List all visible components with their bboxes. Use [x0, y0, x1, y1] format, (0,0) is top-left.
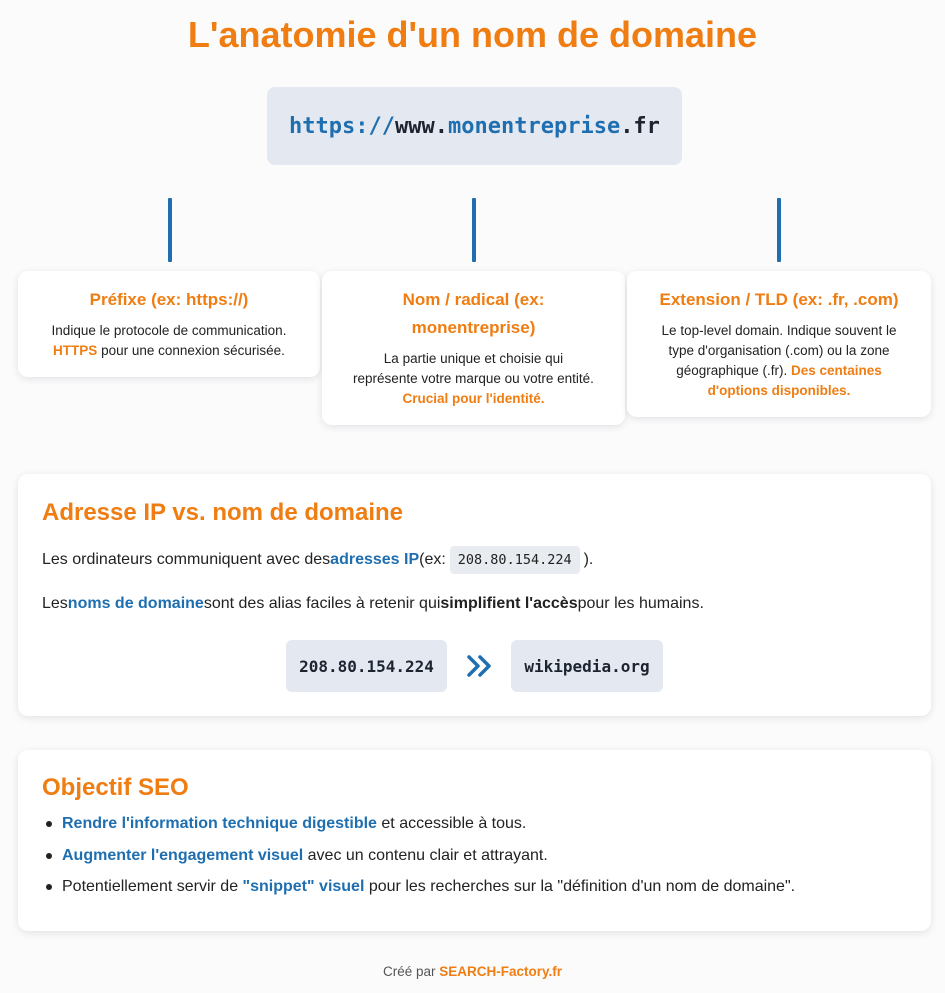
card-title: Préfixe (ex: https://) [89, 290, 249, 309]
footer-brand-link[interactable]: SEARCH-Factory.fr [439, 964, 563, 979]
bullet-icon [46, 821, 52, 827]
paragraph-domain: Les noms de domaine sont des alias faciles à retenir qui simplifient l'accès pour les humains. [42, 595, 704, 612]
connector-line [777, 198, 781, 262]
url-tld: .fr [620, 113, 660, 139]
section-heading: Objectif SEO [42, 774, 189, 801]
ip-vs-domain-section [18, 474, 931, 716]
card-title: Nom / radical (ex: monentreprise) [402, 290, 545, 337]
connector-line [472, 198, 476, 262]
section-heading: Adresse IP vs. nom de domaine [42, 499, 404, 526]
domain-chip: wikipedia.org [511, 640, 663, 692]
footer: Créé par SEARCH-Factory.fr [382, 964, 563, 979]
paragraph-ip: Les ordinateurs communiquent avec des adresses IP (ex: 208.80.154.224 ). [42, 546, 593, 574]
list-item: Rendre l'information technique digestible et accessible à tous. [42, 814, 795, 834]
ip-code: 208.80.154.224 [450, 546, 580, 574]
card-prefix [18, 271, 320, 377]
seo-list [42, 814, 795, 909]
list-item: Augmenter l'engagement visuel avec un contenu clair et attrayant. [42, 846, 795, 866]
card-text: Indique le protocole de communication. HTTPS pour une connexion sécurisée. [51, 323, 287, 358]
list-item: Potentiellement servir de "snippet" visuel pour les recherches sur la "définition d'un nom de domaine". [42, 877, 795, 897]
card-extension [627, 271, 931, 417]
card-text: Le top-level domain. Indique souvent le type d'organisation (.com) ou la zone géographique (.fr). Des centaines d'options disponibles. [661, 323, 897, 398]
card-name [322, 271, 625, 425]
card-text: La partie unique et choisie qui représente votre marque ou votre entité. Crucial pour l'identité. [353, 351, 594, 406]
bullet-icon [46, 853, 52, 859]
double-chevron-right-icon [466, 654, 494, 678]
seo-section [18, 750, 931, 931]
connector-line [168, 198, 172, 262]
bullet-icon [46, 884, 52, 890]
url-subdomain: www. [395, 113, 448, 139]
url-domain-name: monentreprise [448, 113, 621, 139]
url-example [267, 87, 682, 165]
page-title: L'anatomie d'un nom de domaine [187, 14, 758, 55]
url-prefix: https:// [289, 113, 396, 139]
ip-chip: 208.80.154.224 [286, 640, 447, 692]
card-title: Extension / TLD (ex: .fr, .com) [659, 290, 899, 309]
